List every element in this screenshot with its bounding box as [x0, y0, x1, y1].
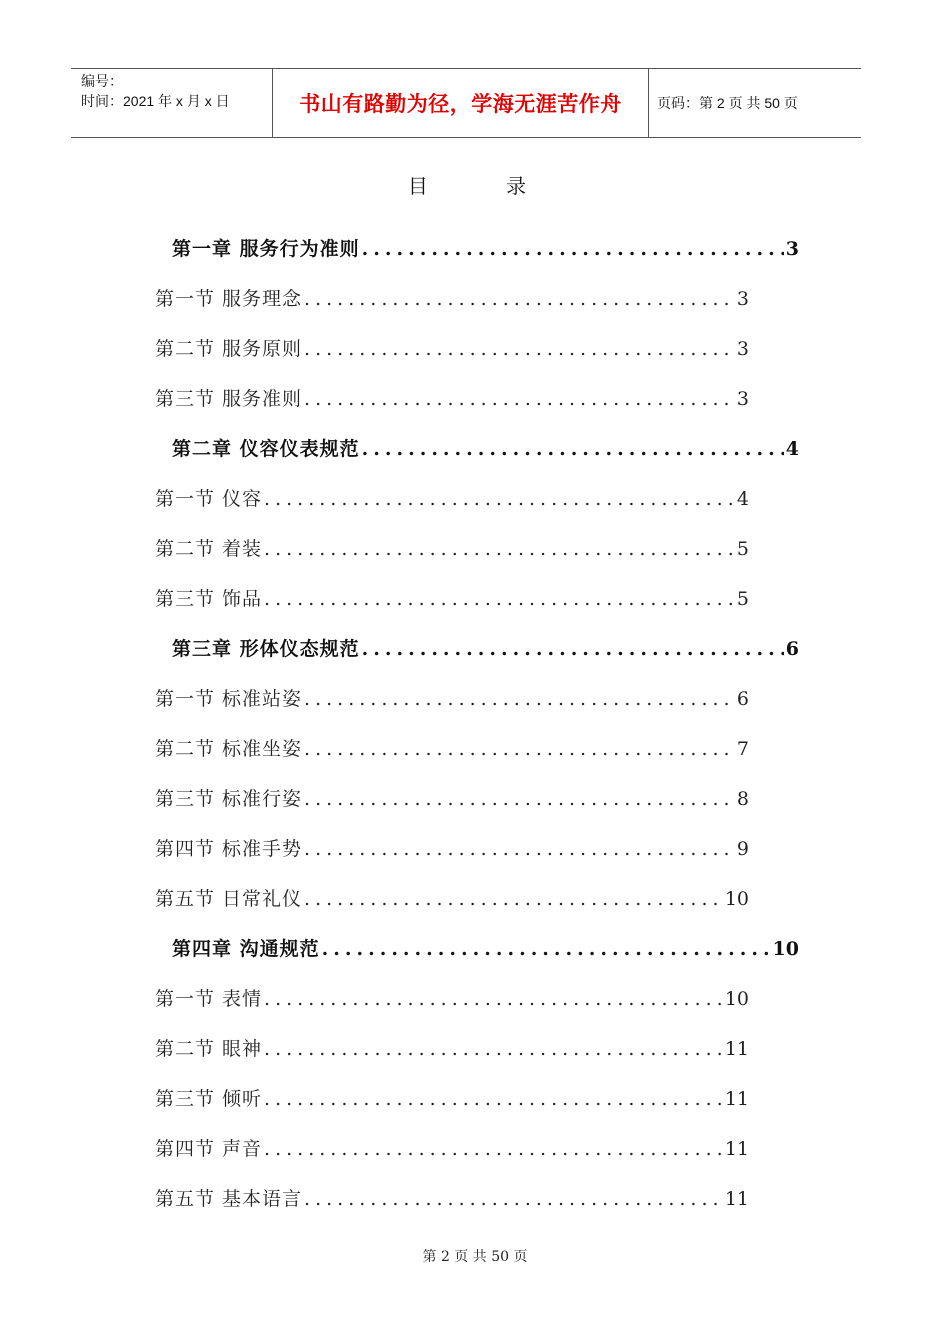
toc-entry-page: 5 [736, 588, 749, 610]
toc-section-entry[interactable] [155, 1134, 749, 1161]
toc-entry-page: 6 [736, 688, 749, 710]
header-motto: 书山有路勤为径，学海无涯苦作舟 [299, 92, 622, 116]
toc-entry-label: 第一节 标准站姿 [155, 688, 303, 710]
toc-leader-dots [362, 438, 784, 460]
toc-entry-label: 第二节 服务原则 [155, 338, 303, 360]
toc-leader-dots [304, 1188, 723, 1210]
toc-section-entry[interactable] [155, 884, 749, 911]
document-header [71, 68, 861, 138]
toc-leader-dots [362, 238, 784, 260]
toc-entry-page: 4 [736, 488, 749, 510]
toc-leader-dots [264, 488, 735, 510]
toc-entry-page: 5 [736, 538, 749, 560]
toc-entry-label: 第二节 标准坐姿 [155, 738, 303, 760]
toc-section-entry[interactable] [155, 1034, 749, 1061]
toc-chapter-entry[interactable] [172, 634, 799, 661]
toc-entry-page: 7 [736, 738, 749, 760]
toc-title: 目 录 [407, 174, 563, 198]
toc-entry-label: 第四节 标准手势 [155, 838, 303, 860]
toc-leader-dots [304, 688, 735, 710]
header-page-info: 页码：第 2 页 共 50 页 [657, 95, 798, 111]
toc-section-entry[interactable] [155, 484, 749, 511]
toc-entry-page: 10 [724, 988, 749, 1010]
document-time-label: 时间：2021 年 x 月 x 日 [81, 93, 230, 109]
toc-section-entry[interactable] [155, 284, 749, 311]
toc-entry-label: 第一节 服务理念 [155, 288, 303, 310]
toc-leader-dots [304, 288, 735, 310]
toc-entry-page: 11 [724, 1038, 749, 1060]
toc-entry-page: 11 [724, 1138, 749, 1160]
toc-leader-dots [264, 988, 723, 1010]
toc-entry-label: 第二章 仪容仪表规范 [172, 438, 360, 460]
toc-entry-page: 11 [724, 1088, 749, 1110]
toc-entry-label: 第二节 眼神 [155, 1038, 263, 1060]
toc-leader-dots [264, 1088, 723, 1110]
toc-entry-label: 第四章 沟通规范 [172, 938, 320, 960]
toc-entry-label: 第三章 形体仪态规范 [172, 638, 360, 660]
toc-section-entry[interactable] [155, 684, 749, 711]
toc-entry-page: 6 [785, 638, 799, 660]
toc-leader-dots [304, 388, 735, 410]
toc-section-entry[interactable] [155, 834, 749, 861]
toc-entry-label: 第一章 服务行为准则 [172, 238, 360, 260]
header-divider [648, 69, 649, 137]
toc-entry-label: 第三节 倾听 [155, 1088, 263, 1110]
toc-section-entry[interactable] [155, 534, 749, 561]
toc-leader-dots [304, 788, 735, 810]
toc-entry-label: 第一节 仪容 [155, 488, 263, 510]
toc-entry-page: 3 [736, 288, 749, 310]
toc-chapter-entry[interactable] [172, 234, 799, 261]
toc-entry-page: 3 [736, 388, 749, 410]
toc-entry-label: 第五节 基本语言 [155, 1188, 303, 1210]
toc-entry-label: 第五节 日常礼仪 [155, 888, 303, 910]
toc-entry-label: 第四节 声音 [155, 1138, 263, 1160]
toc-section-entry[interactable] [155, 384, 749, 411]
toc-chapter-entry[interactable] [172, 434, 799, 461]
toc-entry-page: 11 [724, 1188, 749, 1210]
toc-entry-page: 3 [736, 338, 749, 360]
toc-entry-label: 第三节 饰品 [155, 588, 263, 610]
toc-leader-dots [264, 538, 735, 560]
toc-entry-label: 第三节 服务准则 [155, 388, 303, 410]
toc-entry-label: 第三节 标准行姿 [155, 788, 303, 810]
toc-section-entry[interactable] [155, 1084, 749, 1111]
toc-section-entry[interactable] [155, 734, 749, 761]
toc-section-entry[interactable] [155, 334, 749, 361]
toc-entry-page: 4 [785, 438, 799, 460]
toc-leader-dots [264, 1138, 723, 1160]
toc-entry-label: 第一节 表情 [155, 988, 263, 1010]
page-footer: 第 2 页 共 50 页 [422, 1249, 528, 1265]
toc-entry-page: 3 [785, 238, 799, 260]
header-meta [81, 71, 230, 111]
toc-section-entry[interactable] [155, 984, 749, 1011]
toc-leader-dots [322, 938, 771, 960]
toc-section-entry[interactable] [155, 584, 749, 611]
toc-entry-label: 第二节 着装 [155, 538, 263, 560]
toc-leader-dots [304, 338, 735, 360]
toc-section-entry[interactable] [155, 1184, 749, 1211]
toc-leader-dots [304, 838, 735, 860]
toc-entry-page: 10 [724, 888, 749, 910]
toc-leader-dots [304, 888, 723, 910]
toc-leader-dots [264, 1038, 723, 1060]
toc-leader-dots [264, 588, 735, 610]
toc-entry-page: 10 [772, 938, 799, 960]
document-number-label: 编号： [81, 73, 123, 89]
toc-entry-page: 8 [736, 788, 749, 810]
toc-section-entry[interactable] [155, 784, 749, 811]
toc-entry-page: 9 [736, 838, 749, 860]
toc-leader-dots [304, 738, 735, 760]
toc-leader-dots [362, 638, 784, 660]
toc-chapter-entry[interactable] [172, 934, 799, 961]
